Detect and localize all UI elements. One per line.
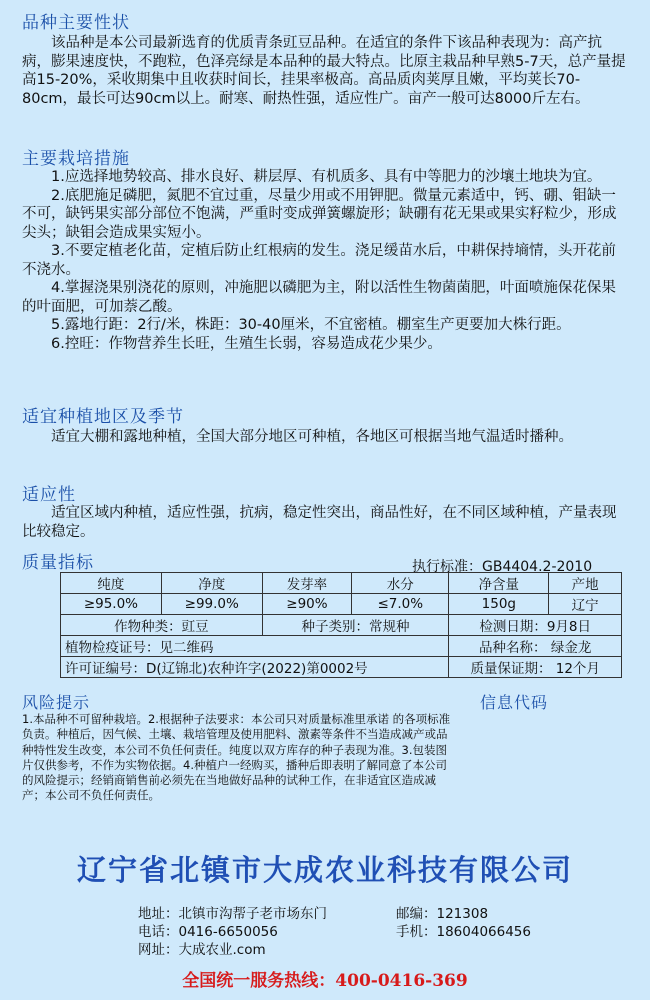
quality-standard: 执行标准：GB4404.2-2010	[412, 559, 593, 575]
company-phone: 电话：0416-6650056	[138, 924, 278, 940]
cultivation-heading: 主要栽培措施	[22, 149, 130, 169]
value-cleanliness: ≥99.0%	[161, 594, 262, 615]
quality-info-row-3	[61, 657, 622, 678]
header-germination: 发芽率	[262, 573, 352, 594]
quality-info-row-1	[61, 615, 622, 636]
header-purity: 纯度	[61, 573, 162, 594]
header-moisture: 水分	[352, 573, 449, 594]
company-postcode: 邮编：121308	[396, 906, 489, 922]
value-moisture: ≤7.0%	[352, 594, 449, 615]
risk-heading: 风险提示	[22, 693, 91, 712]
crop-type: 作物种类：豇豆	[61, 615, 263, 636]
shelf-life: 质量保证期： 12个月	[449, 657, 622, 678]
adapt-paragraph: 适宜区域内种植，适应性强，抗病，稳定性突出，商品性好，在不同区域种植，产量表现比较稳定。	[22, 505, 617, 540]
info-code-heading: 信息代码	[480, 693, 549, 712]
cultivation-item-3: 3.不要定植老化苗，定植后防止红根病的发生。浇足缓苗水后，中耕保持墒情，头开花前不浇水。	[22, 243, 616, 278]
traits-heading: 品种主要性状	[22, 13, 130, 33]
company-mobile: 手机：18604066456	[396, 924, 531, 940]
traits-text	[22, 34, 630, 108]
adapt-text	[22, 504, 630, 541]
quarantine-cert: 植物检疫证号：见二维码	[61, 636, 449, 657]
quality-header-row	[61, 573, 622, 594]
risk-text: 1.本品种不可留种栽培。2.根据种子法要求：本公司只对质量标准里承诺 的各项标准负责。种植后，因气候、土壤、栽培管理及使用肥料、激素等条件不当造成减产或品种特性发生改变，本公司不负任何责任。纯度以双方库存的种子表现为准。3.包装图片仅供参考，不作为实物依据。4.种植户一经购买，播种后即表明了解同意了本公司的风险提示；经销商销售前必须先在当地做好品种的试种工作，在非适宜区造成减产；本公司不负任何责任。	[22, 712, 451, 803]
header-origin: 产地	[549, 573, 622, 594]
adapt-heading: 适应性	[22, 485, 76, 505]
test-date: 检测日期：9月8日	[449, 615, 622, 636]
quality-value-row	[61, 594, 622, 615]
license-number: 许可证编号：D(辽锦北)农种许字(2022)第0002号	[61, 657, 449, 678]
value-germination: ≥90%	[262, 594, 352, 615]
value-net-content: 150g	[449, 594, 549, 615]
cultivation-item-4: 4.掌握浇果别浇花的原则，冲施肥以磷肥为主，附以活性生物菌菌肥，叶面喷施保花保果的叶面肥，可加萘乙酸。	[22, 280, 616, 315]
variety-name: 品种名称： 绿金龙	[449, 636, 622, 657]
region-heading: 适宜种植地区及季节	[22, 407, 184, 427]
cultivation-item-1: 1.应选择地势较高、排水良好、耕层厚、有机质多、具有中等肥力的沙壤土地块为宜。	[51, 169, 602, 185]
value-origin: 辽宁	[549, 594, 622, 615]
traits-paragraph: 该品种是本公司最新选育的优质青条豇豆品种。在适宜的条件下该品种表现为：高产抗病，膨果速度快，不跑粒，色泽亮绿是本品种的最大特点。比原主栽品种早熟5-7天，总产量提高15-20%，采收期集中且收获时间长，挂果率极高。高品质肉荚厚且嫩，平均荚长70-80cm，最长可达90cm以上。耐寒、耐热性强，适应性广。亩产一般可达8000斤左右。	[22, 35, 626, 107]
value-purity: ≥95.0%	[61, 594, 162, 615]
region-text	[22, 428, 630, 447]
region-paragraph: 适宜大棚和露地种植，全国大部分地区可种植，各地区可根据当地气温适时播种。	[51, 429, 573, 445]
company-name: 辽宁省北镇市大成农业科技有限公司	[76, 853, 573, 887]
company-address: 地址：北镇市沟帮子老市场东门	[138, 906, 327, 922]
seed-type: 种子类别：常规种	[262, 615, 449, 636]
cultivation-item-6: 6.控旺：作物营养生长旺，生殖生长弱，容易造成花少果少。	[51, 335, 442, 352]
header-cleanliness: 净度	[161, 573, 262, 594]
cultivation-item-2: 2.底肥施足磷肥，氮肥不宜过重，尽量少用或不用钾肥。微量元素适中，钙、硼、钼缺一不可，缺钙果实部分部位不饱满，严重时变成弹簧螺旋形；缺硼有花无果或果实籽粒少，形成尖头；缺钼会造成果实短小。	[22, 187, 617, 241]
quality-heading: 质量指标	[22, 553, 94, 573]
quality-table	[60, 572, 622, 678]
quality-info-row-2	[61, 636, 622, 657]
company-website: 网址：大成农业.com	[138, 942, 266, 958]
service-hotline[interactable]: 全国统一服务热线：400-0416-369	[182, 971, 468, 991]
cultivation-item-5: 5.露地行距：2行/米，株距：30-40厘米，不宜密植。棚室生产更要加大株行距。	[51, 317, 571, 333]
header-net-content: 净含量	[449, 573, 549, 594]
cultivation-list	[22, 168, 630, 353]
